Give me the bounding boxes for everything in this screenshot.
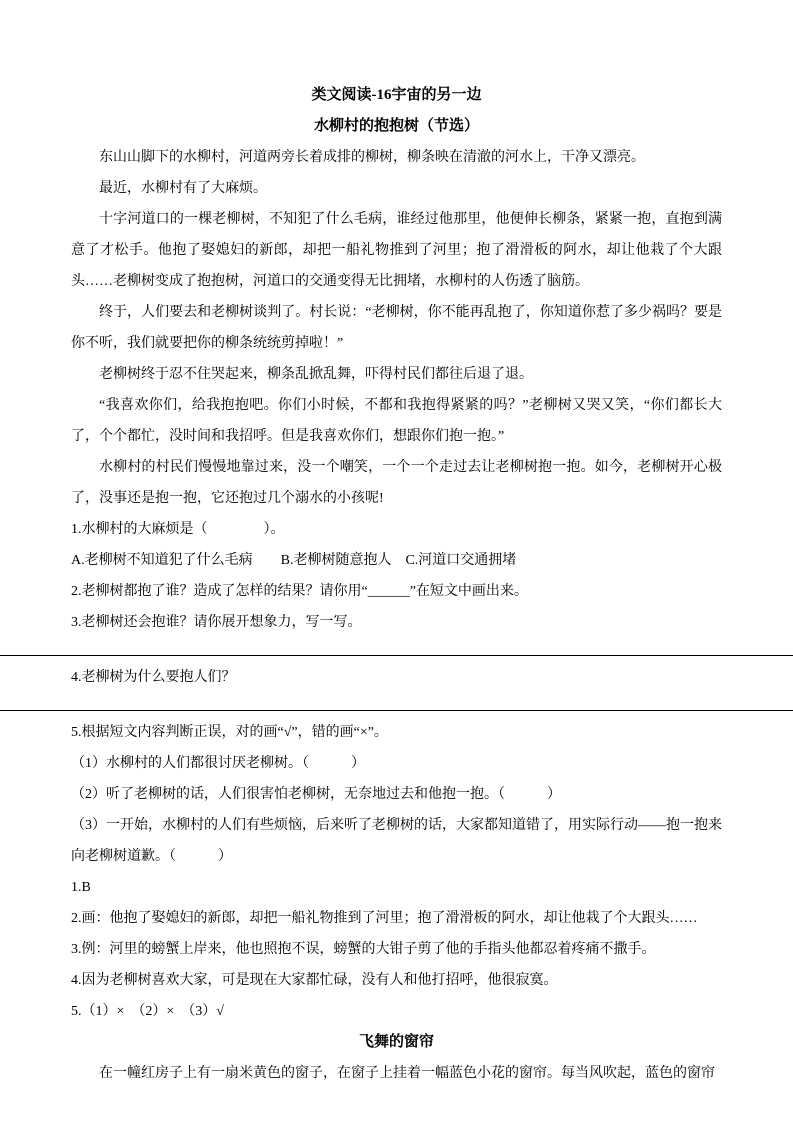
answer-3: 3.例：河里的螃蟹上岸来，他也照抱不误，螃蟹的大钳子剪了他的手指头他都忍着疼痛不撒手。 [71, 942, 656, 957]
question-5: 5.根据短文内容判断正误，对的画“√”，错的画“×”。 [71, 725, 388, 740]
question-3: 3.老柳树还会抱谁？请你展开想象力，写一写。 [71, 615, 362, 630]
story-paragraph: 在一幢红房子上有一扇米黄色的窗子，在窗子上挂着一幅蓝色小花的窗帘。每当风吹起，蓝色的窗帘 [99, 1066, 715, 1081]
question-2: 2.老柳树都抱了谁？造成了怎样的结果？请你用“______”在短文中画出来。 [71, 584, 528, 599]
question-1: 1.水柳村的大麻烦是（ ）。 [71, 522, 285, 537]
question-4: 4.老柳树为什么要抱人们？ [71, 670, 236, 685]
story-paragraph: “我喜欢你们，给我抱抱吧。你们小时候，不都和我抱得紧紧的吗？”老柳树又哭又笑，“你们都长大了，个个都忙，没时间和我招呼。但是我喜欢你们，想跟你们抱一抱。” [71, 398, 722, 444]
answer-writing-line [0, 710, 793, 711]
question-5-item-3: （3）一开始，水柳村的人们有些烦恼，后来听了老柳树的话，大家都知道错了，用实际行动——抱一抱来向老柳树道歉。（ ） [71, 818, 722, 864]
answer-1: 1.B [71, 880, 91, 895]
question-5-item-1: （1）水柳村的人们都很讨厌老柳树。（ ） [71, 756, 365, 771]
story-paragraph: 老柳树终于忍不住哭起来，柳条乱掀乱舞，吓得村民们都往后退了退。 [99, 367, 533, 382]
answer-2: 2.画：他抱了娶媳妇的新郎，却把一船礼物推到了河里；抱了滑滑板的阿水，却让他栽了个大跟头…… [71, 911, 698, 926]
answer-writing-line [0, 655, 793, 656]
story-paragraph: 最近，水柳村有了大麻烦。 [99, 181, 267, 196]
question-5-item-2: （2）听了老柳树的话，人们很害怕老柳树，无奈地过去和他抱一抱。（ ） [71, 787, 561, 802]
story-paragraph: 东山山脚下的水柳村，河道两旁长着成排的柳树，柳条映在清澈的河水上，干净又漂亮。 [99, 150, 645, 165]
question-1-options: A.老柳树不知道犯了什么毛病 B.老柳树随意抱人 C.河道口交通拥堵 [71, 553, 517, 568]
answer-5: 5.（1）× （2）× （3）√ [71, 1004, 224, 1019]
doc-title: 类文阅读-16宇宙的另一边 [311, 87, 482, 103]
story-paragraph: 十字河道口的一棵老柳树，不知犯了什么毛病，谁经过他那里，他便伸长柳条，紧紧一抱，直抱到满意了才松手。他抱了娶媳妇的新郎，却把一船礼物推到了河里；抱了滑滑板的阿水，却让他栽了个大跟头……老柳树变成了抱抱树，河道口的交通变得无比拥堵，水柳村的人伤透了脑筋。 [71, 212, 722, 289]
story-paragraph: 终于，人们要去和老柳树谈判了。村长说：“老柳树，你不能再乱抱了，你知道你惹了多少祸吗？要是你不听，我们就要把你的柳条统统剪掉啦！” [71, 305, 722, 351]
section2-title: 飞舞的窗帘 [358, 1034, 434, 1050]
section1-subtitle: 水柳村的抱抱树（节选） [313, 118, 479, 134]
story-paragraph: 水柳村的村民们慢慢地靠过来，没一个嘲笑，一个一个走过去让老柳树抱一抱。如今，老柳树开心极了，没事还是抱一抱，它还抱过几个溺水的小孩呢! [71, 460, 722, 506]
answer-4: 4.因为老柳树喜欢大家，可是现在大家都忙碌，没有人和他打招呼，他很寂寞。 [71, 973, 558, 988]
